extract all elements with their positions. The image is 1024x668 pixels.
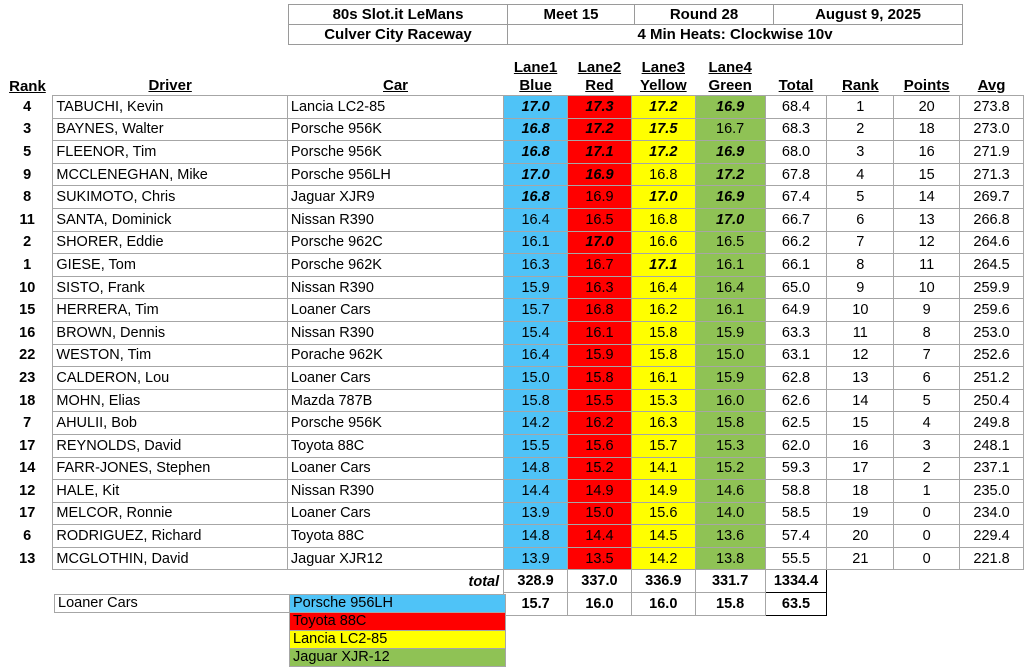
total-score: 65.0 [765, 276, 827, 299]
lane4-score: 17.2 [695, 163, 765, 186]
avg-value: 259.9 [960, 276, 1024, 299]
lane1-score: 16.4 [504, 208, 568, 231]
points-value: 0 [894, 525, 960, 548]
avg-value: 273.0 [960, 118, 1024, 141]
lane4-score: 17.0 [695, 208, 765, 231]
results-body [2, 96, 1024, 570]
car-name: Porache 962K [287, 344, 503, 367]
lane3-score: 16.8 [631, 208, 695, 231]
avg-value: 273.8 [960, 96, 1024, 119]
lane3-score: 14.9 [631, 480, 695, 503]
table-row [2, 163, 1024, 186]
total-score: 58.5 [765, 502, 827, 525]
car-name: Jaguar XJR12 [287, 547, 503, 570]
avg-value: 237.1 [960, 457, 1024, 480]
lane2-score: 14.9 [568, 480, 632, 503]
total-score: 68.0 [765, 141, 827, 164]
points-value: 4 [894, 412, 960, 435]
finish-rank: 5 [827, 186, 894, 209]
table-row [2, 434, 1024, 457]
finish-rank: 2 [827, 118, 894, 141]
car-name: Porsche 956K [287, 141, 503, 164]
total-score: 58.8 [765, 480, 827, 503]
finish-rank: 20 [827, 525, 894, 548]
finish-rank: 15 [827, 412, 894, 435]
lane1-score: 14.2 [504, 412, 568, 435]
finish-rank: 9 [827, 276, 894, 299]
driver-name: SUKIMOTO, Chris [53, 186, 287, 209]
lane3-score: 17.2 [631, 141, 695, 164]
series-title: 80s Slot.it LeMans [289, 5, 508, 25]
col-rank: Rank [9, 77, 46, 95]
lane1-score: 16.8 [504, 186, 568, 209]
points-value: 2 [894, 457, 960, 480]
total-score: 66.2 [765, 231, 827, 254]
driver-name: SHORER, Eddie [53, 231, 287, 254]
driver-rank: 18 [19, 392, 36, 409]
points-value: 1 [894, 480, 960, 503]
driver-rank: 22 [19, 347, 36, 364]
table-row [2, 186, 1024, 209]
points-value: 12 [894, 231, 960, 254]
table-row [2, 254, 1024, 277]
lane1-score: 14.4 [504, 480, 568, 503]
finish-rank: 17 [827, 457, 894, 480]
total-score: 55.5 [765, 547, 827, 570]
driver-name: GIESE, Tom [53, 254, 287, 277]
lane2-score: 15.5 [568, 389, 632, 412]
col-lane1 [504, 55, 568, 96]
avg-value: 250.4 [960, 389, 1024, 412]
total-score: 62.0 [765, 434, 827, 457]
lane4-score: 16.5 [695, 231, 765, 254]
avg-value: 269.7 [960, 186, 1024, 209]
avg-value: 271.3 [960, 163, 1024, 186]
lane4-score: 16.1 [695, 254, 765, 277]
driver-name: MELCOR, Ronnie [53, 502, 287, 525]
lane1-score: 17.0 [504, 96, 568, 119]
results-table [2, 55, 1024, 616]
driver-rank: 8 [23, 189, 32, 206]
points-value: 15 [894, 163, 960, 186]
date-label: August 9, 2025 [774, 5, 963, 25]
car-name: Loaner Cars [287, 457, 503, 480]
driver-rank: 11 [19, 211, 35, 228]
lane1-score: 15.4 [504, 321, 568, 344]
finish-rank: 13 [827, 367, 894, 390]
finish-rank: 10 [827, 299, 894, 322]
car-name: Loaner Cars [287, 299, 503, 322]
car-name: Nissan R390 [287, 480, 503, 503]
lane4-score: 16.9 [695, 96, 765, 119]
table-row [2, 480, 1024, 503]
points-value: 0 [894, 547, 960, 570]
driver-rank: 1 [23, 256, 32, 273]
table-row [2, 525, 1024, 548]
lane2-score: 16.1 [568, 321, 632, 344]
car-name: Lancia LC2-85 [287, 96, 503, 119]
lane3-score: 17.2 [631, 96, 695, 119]
points-value: 6 [894, 367, 960, 390]
lane1-score: 16.8 [504, 118, 568, 141]
avg-value: 229.4 [960, 525, 1024, 548]
lane4-score: 15.9 [695, 321, 765, 344]
points-value: 8 [894, 321, 960, 344]
lane3-score: 17.5 [631, 118, 695, 141]
lane2-score: 16.9 [568, 163, 632, 186]
driver-rank: 3 [23, 121, 32, 138]
finish-rank: 11 [827, 321, 894, 344]
lane4-color: Green [708, 77, 752, 94]
lane4-ave: 15.8 [695, 593, 765, 616]
table-row [2, 412, 1024, 435]
driver-rank: 16 [19, 324, 36, 341]
lane3-score: 16.6 [631, 231, 695, 254]
car-name: Toyota 88C [287, 525, 503, 548]
lane1-score: 16.8 [504, 141, 568, 164]
total-score: 67.8 [765, 163, 827, 186]
driver-name: FARR-JONES, Stephen [53, 457, 287, 480]
col-lane2 [568, 55, 632, 96]
points-value: 7 [894, 344, 960, 367]
driver-name: MCGLOTHIN, David [53, 547, 287, 570]
legend-car-red: Toyota 88C [290, 613, 506, 631]
col-points: Points [903, 77, 950, 94]
lane4-score: 16.1 [695, 299, 765, 322]
legend-car-yellow: Lancia LC2-85 [290, 631, 506, 649]
car-name: Porsche 962K [287, 254, 503, 277]
avg-value: 251.2 [960, 367, 1024, 390]
lane4-score: 14.0 [695, 502, 765, 525]
lane3-score: 15.8 [631, 344, 695, 367]
lane4-score: 15.0 [695, 344, 765, 367]
finish-rank: 21 [827, 547, 894, 570]
heats-label: 4 Min Heats: Clockwise 10v [508, 25, 963, 45]
total-score: 62.5 [765, 412, 827, 435]
driver-rank: 17 [19, 505, 36, 522]
col-finish-rank: Rank [841, 77, 879, 94]
avg-value: 235.0 [960, 480, 1024, 503]
points-value: 5 [894, 389, 960, 412]
lane1-score: 14.8 [504, 525, 568, 548]
table-row [2, 344, 1024, 367]
header-table [288, 4, 963, 45]
finish-rank: 4 [827, 163, 894, 186]
points-value: 14 [894, 186, 960, 209]
table-row [2, 367, 1024, 390]
lane3-score: 15.6 [631, 502, 695, 525]
table-row [2, 96, 1024, 119]
lane4-score: 15.3 [695, 434, 765, 457]
driver-name: HERRERA, Tim [53, 299, 287, 322]
driver-rank: 2 [23, 234, 32, 251]
legend-car-green: Jaguar XJR-12 [290, 649, 506, 667]
lane3-score: 14.5 [631, 525, 695, 548]
finish-rank: 12 [827, 344, 894, 367]
driver-rank: 12 [19, 482, 36, 499]
venue-label: Culver City Raceway [289, 25, 508, 45]
driver-rank: 14 [19, 460, 36, 477]
driver-name: REYNOLDS, David [53, 434, 287, 457]
points-value: 13 [894, 208, 960, 231]
lane1-ave: 15.7 [504, 593, 568, 616]
total-score: 68.3 [765, 118, 827, 141]
lane1-name: Lane1 [513, 59, 558, 76]
table-row [2, 547, 1024, 570]
finish-rank: 8 [827, 254, 894, 277]
points-value: 9 [894, 299, 960, 322]
finish-rank: 16 [827, 434, 894, 457]
avg-value: 234.0 [960, 502, 1024, 525]
driver-name: TABUCHI, Kevin [53, 96, 287, 119]
lane1-score: 15.5 [504, 434, 568, 457]
table-row [2, 141, 1024, 164]
lane3-score: 14.2 [631, 547, 695, 570]
lane3-name: Lane3 [641, 59, 685, 76]
lane4-score: 16.4 [695, 276, 765, 299]
lane1-score: 15.9 [504, 276, 568, 299]
driver-rank: 15 [19, 302, 36, 319]
table-row [2, 276, 1024, 299]
lane2-color: Red [585, 77, 614, 94]
total-score: 66.7 [765, 208, 827, 231]
total-score: 66.1 [765, 254, 827, 277]
lane2-score: 15.2 [568, 457, 632, 480]
car-name: Loaner Cars [287, 367, 503, 390]
legend-label: Loaner Cars [55, 595, 290, 613]
lane3-score: 16.4 [631, 276, 695, 299]
legend-car-blue: Porsche 956LH [290, 595, 506, 613]
lane2-ave: 16.0 [568, 593, 632, 616]
finish-rank: 3 [827, 141, 894, 164]
lane4-score: 15.2 [695, 457, 765, 480]
total-score: 59.3 [765, 457, 827, 480]
lane2-score: 16.8 [568, 299, 632, 322]
avg-value: 252.6 [960, 344, 1024, 367]
lane3-ave: 16.0 [631, 593, 695, 616]
lane3-score: 17.1 [631, 254, 695, 277]
driver-rank: 9 [23, 166, 32, 183]
avg-value: 249.8 [960, 412, 1024, 435]
lane3-color: Yellow [639, 77, 687, 94]
lane1-score: 13.9 [504, 502, 568, 525]
table-row [2, 208, 1024, 231]
col-lane4 [695, 55, 765, 96]
total-score: 57.4 [765, 525, 827, 548]
col-total: Total [778, 77, 814, 94]
lane1-score: 13.9 [504, 547, 568, 570]
lane3-score: 16.8 [631, 163, 695, 186]
lane2-score: 17.0 [568, 231, 632, 254]
avg-value: 248.1 [960, 434, 1024, 457]
points-value: 11 [894, 254, 960, 277]
lane2-name: Lane2 [577, 59, 622, 76]
lane1-score: 16.1 [504, 231, 568, 254]
grand-ave: 63.5 [765, 593, 827, 616]
total-score: 62.8 [765, 367, 827, 390]
lane4-total: 331.7 [695, 570, 765, 593]
finish-rank: 14 [827, 389, 894, 412]
driver-name: AHULII, Bob [53, 412, 287, 435]
lane2-score: 15.8 [568, 367, 632, 390]
car-name: Nissan R390 [287, 208, 503, 231]
lane2-total: 337.0 [568, 570, 632, 593]
car-name: Jaguar XJR9 [287, 186, 503, 209]
lane4-score: 13.6 [695, 525, 765, 548]
lane1-score: 15.8 [504, 389, 568, 412]
points-value: 16 [894, 141, 960, 164]
finish-rank: 1 [827, 96, 894, 119]
lane3-score: 14.1 [631, 457, 695, 480]
lane2-score: 15.0 [568, 502, 632, 525]
points-value: 18 [894, 118, 960, 141]
avg-value: 264.6 [960, 231, 1024, 254]
driver-name: HALE, Kit [53, 480, 287, 503]
lane2-score: 16.3 [568, 276, 632, 299]
totals-row [2, 570, 1024, 593]
driver-rank: 17 [19, 437, 36, 454]
avg-value: 264.5 [960, 254, 1024, 277]
driver-name: CALDERON, Lou [53, 367, 287, 390]
lane3-total: 336.9 [631, 570, 695, 593]
car-name: Porsche 956K [287, 118, 503, 141]
driver-name: RODRIGUEZ, Richard [53, 525, 287, 548]
driver-name: BAYNES, Walter [53, 118, 287, 141]
table-row [2, 502, 1024, 525]
lane1-score: 15.0 [504, 367, 568, 390]
col-driver: Driver [148, 77, 192, 94]
table-row [2, 299, 1024, 322]
lane1-score: 15.7 [504, 299, 568, 322]
points-value: 20 [894, 96, 960, 119]
lane2-score: 15.9 [568, 344, 632, 367]
lane4-score: 15.9 [695, 367, 765, 390]
finish-rank: 6 [827, 208, 894, 231]
table-row [2, 457, 1024, 480]
col-avg: Avg [977, 77, 1006, 94]
driver-rank: 5 [23, 143, 32, 160]
lane4-score: 16.0 [695, 389, 765, 412]
driver-name: MCCLENEGHAN, Mike [53, 163, 287, 186]
lane3-score: 16.3 [631, 412, 695, 435]
loaner-legend [54, 594, 506, 667]
driver-name: WESTON, Tim [53, 344, 287, 367]
total-label: total [468, 573, 500, 590]
lane4-score: 14.6 [695, 480, 765, 503]
finish-rank: 19 [827, 502, 894, 525]
lane4-score: 16.9 [695, 141, 765, 164]
lane4-score: 16.7 [695, 118, 765, 141]
lane2-score: 17.2 [568, 118, 632, 141]
table-row [2, 321, 1024, 344]
finish-rank: 7 [827, 231, 894, 254]
driver-rank: 6 [23, 528, 32, 545]
total-score: 63.3 [765, 321, 827, 344]
car-name: Porsche 962C [287, 231, 503, 254]
lane4-score: 15.8 [695, 412, 765, 435]
total-score: 62.6 [765, 389, 827, 412]
driver-name: FLEENOR, Tim [53, 141, 287, 164]
col-car: Car [383, 77, 409, 94]
lane2-score: 17.3 [568, 96, 632, 119]
lane3-score: 15.7 [631, 434, 695, 457]
lane4-score: 13.8 [695, 547, 765, 570]
lane2-score: 14.4 [568, 525, 632, 548]
car-name: Mazda 787B [287, 389, 503, 412]
car-name: Porsche 956LH [287, 163, 503, 186]
table-row [2, 118, 1024, 141]
car-name: Loaner Cars [287, 502, 503, 525]
lane1-score: 17.0 [504, 163, 568, 186]
col-lane3 [631, 55, 695, 96]
driver-rank: 7 [23, 415, 32, 432]
car-name: Toyota 88C [287, 434, 503, 457]
table-row [2, 389, 1024, 412]
total-score: 64.9 [765, 299, 827, 322]
points-value: 0 [894, 502, 960, 525]
driver-rank: 4 [23, 98, 32, 115]
lane3-score: 16.1 [631, 367, 695, 390]
round-label: Round 28 [635, 5, 774, 25]
lane3-score: 15.8 [631, 321, 695, 344]
driver-name: SANTA, Dominick [53, 208, 287, 231]
total-score: 68.4 [765, 96, 827, 119]
lane3-score: 16.2 [631, 299, 695, 322]
lane2-score: 17.1 [568, 141, 632, 164]
lane4-score: 16.9 [695, 186, 765, 209]
lane2-score: 16.7 [568, 254, 632, 277]
column-header-row [2, 55, 1024, 96]
lane1-score: 16.4 [504, 344, 568, 367]
driver-name: MOHN, Elias [53, 389, 287, 412]
lane2-score: 16.2 [568, 412, 632, 435]
avg-value: 266.8 [960, 208, 1024, 231]
lane4-name: Lane4 [708, 59, 752, 76]
table-row [2, 231, 1024, 254]
lane1-score: 14.8 [504, 457, 568, 480]
lane1-total: 328.9 [504, 570, 568, 593]
avg-value: 253.0 [960, 321, 1024, 344]
driver-rank: 10 [19, 279, 36, 296]
driver-rank: 13 [19, 550, 36, 567]
avg-value: 221.8 [960, 547, 1024, 570]
total-score: 67.4 [765, 186, 827, 209]
car-name: Porsche 956K [287, 412, 503, 435]
lane1-score: 16.3 [504, 254, 568, 277]
lane2-score: 16.5 [568, 208, 632, 231]
avg-value: 271.9 [960, 141, 1024, 164]
lane2-score: 13.5 [568, 547, 632, 570]
lane2-score: 16.9 [568, 186, 632, 209]
finish-rank: 18 [827, 480, 894, 503]
points-value: 10 [894, 276, 960, 299]
driver-name: BROWN, Dennis [53, 321, 287, 344]
grand-total: 1334.4 [765, 570, 827, 593]
lane1-color: Blue [519, 77, 552, 94]
lane3-score: 17.0 [631, 186, 695, 209]
lane3-score: 15.3 [631, 389, 695, 412]
avg-value: 259.6 [960, 299, 1024, 322]
car-name: Nissan R390 [287, 321, 503, 344]
meet-label: Meet 15 [508, 5, 635, 25]
driver-name: SISTO, Frank [53, 276, 287, 299]
points-value: 3 [894, 434, 960, 457]
driver-rank: 23 [19, 369, 36, 386]
lane2-score: 15.6 [568, 434, 632, 457]
car-name: Nissan R390 [287, 276, 503, 299]
total-score: 63.1 [765, 344, 827, 367]
